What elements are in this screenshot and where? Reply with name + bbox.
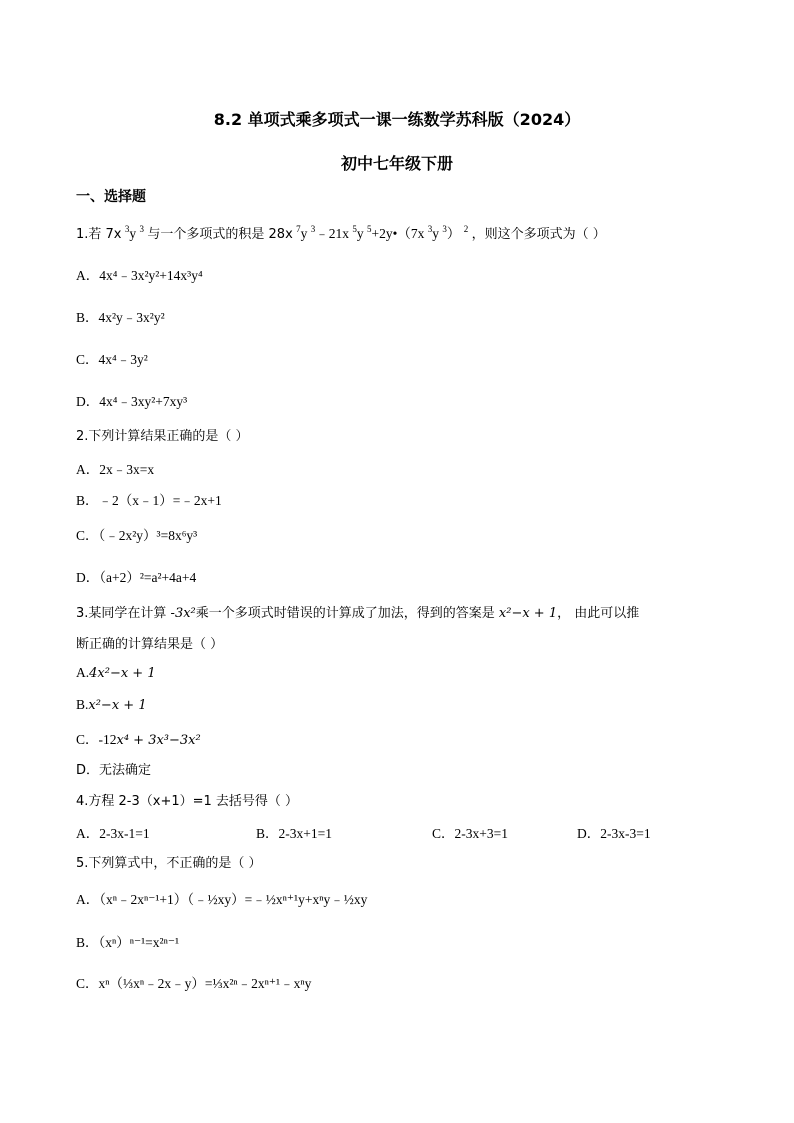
question-2-option-b[interactable]: B．﹣2（x﹣1）=﹣2x+1 [76, 493, 222, 508]
question-1-option-b[interactable]: B．4x²y﹣3x²y² [76, 310, 165, 325]
question-3-option-a[interactable]: A.4x²−x + 1 [76, 665, 156, 681]
question-4-stem: 4.方程 2-3（x+1）=1 去括号得（ ） [76, 794, 299, 809]
question-1-stem: 1.若 7x $^3$y $^3$ 与一个多项式的积是 28x $^7$y $^3$﹣21x $^5$y $^5$+2y•（7x $^3$y $^3$） $^2$ ，则这个多项式为（ ） [76, 224, 606, 242]
question-4-option-a[interactable]: A．2-3x-1=1 [76, 826, 150, 841]
expression-2: x²−x + 1 [498, 606, 558, 621]
document-title: 8.2 单项式乘多项式一课一练数学苏科版（2024） [213, 110, 581, 129]
question-1-option-c[interactable]: C．4x⁴﹣3y² [76, 352, 148, 367]
question-2-option-a[interactable]: A．2x﹣3x=x [76, 462, 155, 477]
question-3-option-d[interactable]: D．无法确定 [76, 763, 152, 778]
question-3-stem: 3.某同学在计算 -3x²乘一个多项式时错误的计算成了加法，得到的答案是 x²−x + 1， 由此可以推 [76, 606, 640, 621]
question-2-option-c[interactable]: C．（﹣2x²y）³=8x⁶y³ [76, 528, 198, 543]
question-2-option-d[interactable]: D．（a+2）²=a²+4a+4 [76, 570, 197, 585]
question-4-option-c[interactable]: C．2-3x+3=1 [432, 826, 508, 841]
question-5-stem: 5.下列算式中，不正确的是（ ） [76, 856, 262, 871]
question-1-option-d[interactable]: D．4x⁴﹣3xy²+7xy³ [76, 394, 188, 409]
section-heading: 一、选择题 [76, 189, 146, 205]
document-subtitle: 初中七年级下册 [340, 154, 453, 173]
question-3-option-c[interactable]: C．-12x⁴ + 3x³−3x² [76, 732, 201, 748]
question-5-option-c[interactable]: C．xⁿ（⅓xⁿ﹣2x﹣y）=⅓x²ⁿ﹣2xⁿ⁺¹﹣xⁿy [76, 976, 312, 991]
question-4-option-d[interactable]: D．2-3x-3=1 [577, 826, 651, 841]
question-5-option-b[interactable]: B．（xⁿ）ⁿ⁻¹=x²ⁿ⁻¹ [76, 935, 180, 950]
question-4-option-b[interactable]: B．2-3x+1=1 [256, 826, 332, 841]
question-2-stem: 2.下列计算结果正确的是（ ） [76, 429, 249, 444]
question-1-option-a[interactable]: A．4x⁴﹣3x²y²+14x³y⁴ [76, 268, 203, 283]
question-3-stem-line-2: 断正确的计算结果是（ ） [76, 637, 224, 652]
question-5-option-a[interactable]: A．（xⁿ﹣2xⁿ⁻¹+1）（﹣½xy）=﹣½xⁿ⁺¹y+xⁿy﹣½xy [76, 892, 368, 907]
expression-1: -3x² [170, 606, 196, 621]
question-3-option-b[interactable]: B.x²−x + 1 [76, 697, 147, 713]
